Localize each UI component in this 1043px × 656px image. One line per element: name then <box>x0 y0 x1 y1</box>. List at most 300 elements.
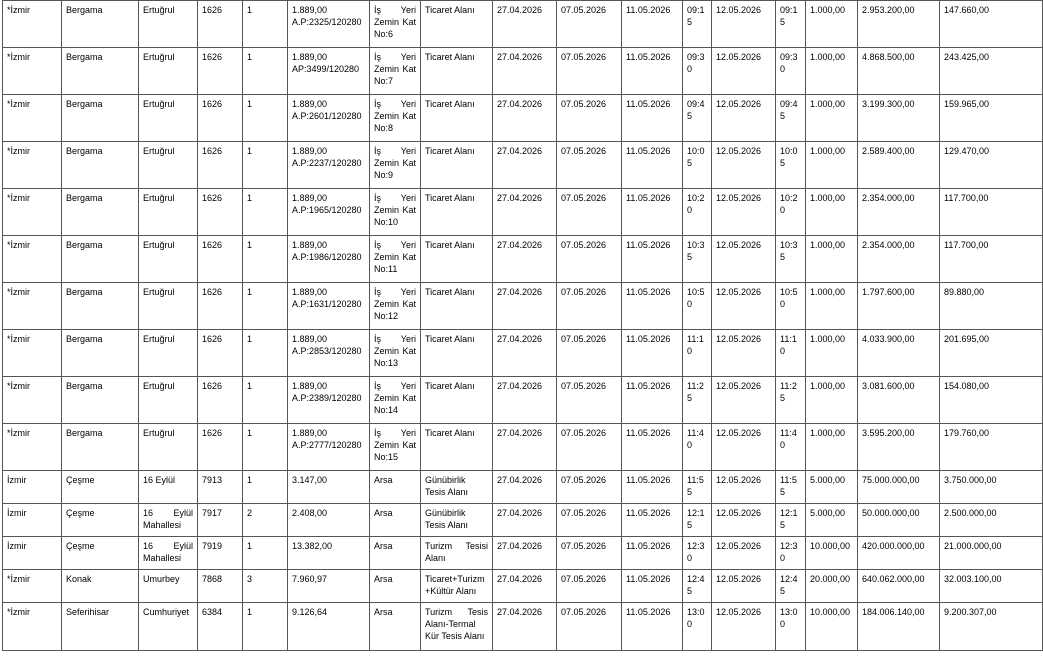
area-cell <box>288 603 370 651</box>
district-cell: Çeşme <box>62 471 139 504</box>
zoning-text: Ticaret Alanı <box>425 146 475 156</box>
second-auction-date-cell: 12.05.2026 <box>712 537 776 570</box>
district-cell: Çeşme <box>62 537 139 570</box>
property-type-line: No:12 <box>374 311 399 321</box>
second-auction-date-cell: 12.05.2026 <box>712 504 776 537</box>
area-share: A.P:1986/120280 <box>292 252 362 262</box>
neighborhood-cell <box>139 471 198 504</box>
first-auction-date-cell: 11.05.2026 <box>622 48 683 95</box>
second-auction-date-cell: 12.05.2026 <box>712 570 776 603</box>
first-auction-date-cell: 11.05.2026 <box>622 377 683 424</box>
property-type-line: İş Yeri <box>374 334 416 344</box>
neighborhood-text: Ertuğrul <box>143 5 175 15</box>
property-type-line: Zemin Kat <box>374 158 416 168</box>
deposit-cell: 3.750.000,00 <box>940 471 1043 504</box>
property-type-cell <box>370 283 421 330</box>
province-cell: İzmir <box>3 537 62 570</box>
property-type-cell <box>370 330 421 377</box>
bid-increment-cell: 1.000,00 <box>806 95 858 142</box>
bid-increment-cell: 10.000,00 <box>806 537 858 570</box>
block-no-cell: 1626 <box>198 330 243 377</box>
zoning-text: Ticaret Alanı <box>425 52 475 62</box>
announcement-date-cell: 27.04.2026 <box>493 471 557 504</box>
second-auction-time-cell: 09:30 <box>776 48 806 95</box>
estimated-value-cell: 184.006.140,00 <box>858 603 940 651</box>
neighborhood-cell <box>139 504 198 537</box>
deadline-date-cell: 07.05.2026 <box>557 48 622 95</box>
zoning-cell <box>421 537 493 570</box>
zoning-cell <box>421 283 493 330</box>
deposit-cell: 9.200.307,00 <box>940 603 1043 651</box>
second-auction-time-cell: 10:20 <box>776 189 806 236</box>
neighborhood-cell <box>139 189 198 236</box>
parcel-no-cell: 1 <box>243 377 288 424</box>
zoning-cell <box>421 424 493 471</box>
district-cell: Bergama <box>62 330 139 377</box>
property-type-line: Zemin Kat <box>374 64 416 74</box>
property-type-line: No:10 <box>374 217 399 227</box>
table-row <box>3 142 1043 189</box>
area-cell <box>288 48 370 95</box>
announcement-date-cell: 27.04.2026 <box>493 504 557 537</box>
block-no-cell: 1626 <box>198 424 243 471</box>
bid-increment-cell: 1.000,00 <box>806 377 858 424</box>
property-type-line: İş Yeri <box>374 428 416 438</box>
zoning-cell <box>421 236 493 283</box>
property-type-line: İş Yeri <box>374 52 416 62</box>
neighborhood-cell <box>139 142 198 189</box>
deposit-cell: 201.695,00 <box>940 330 1043 377</box>
area-cell <box>288 95 370 142</box>
neighborhood-cell <box>139 1 198 48</box>
bid-increment-cell: 20.000,00 <box>806 570 858 603</box>
property-type-cell <box>370 377 421 424</box>
area-cell <box>288 330 370 377</box>
bid-increment-cell: 1.000,00 <box>806 1 858 48</box>
zoning-cell <box>421 504 493 537</box>
estimated-value-cell: 4.868.500,00 <box>858 48 940 95</box>
parcel-no-cell: 3 <box>243 570 288 603</box>
announcement-date-cell: 27.04.2026 <box>493 377 557 424</box>
first-auction-time-cell: 13:00 <box>683 603 712 651</box>
area-cell <box>288 570 370 603</box>
deadline-date-cell: 07.05.2026 <box>557 236 622 283</box>
table-row <box>3 283 1043 330</box>
block-no-cell: 1626 <box>198 48 243 95</box>
province-cell: İzmir <box>3 471 62 504</box>
property-type-line: İş Yeri <box>374 146 416 156</box>
deadline-date-cell: 07.05.2026 <box>557 189 622 236</box>
neighborhood-text: 16 Eylül Mahallesi <box>143 508 193 530</box>
table-row <box>3 189 1043 236</box>
announcement-date-cell: 27.04.2026 <box>493 236 557 283</box>
second-auction-date-cell: 12.05.2026 <box>712 142 776 189</box>
first-auction-time-cell: 12:15 <box>683 504 712 537</box>
second-auction-time-cell: 11:10 <box>776 330 806 377</box>
property-type-cell <box>370 570 421 603</box>
zoning-cell <box>421 48 493 95</box>
deposit-cell: 129.470,00 <box>940 142 1043 189</box>
bid-increment-cell: 1.000,00 <box>806 424 858 471</box>
deposit-cell: 117.700,00 <box>940 236 1043 283</box>
district-cell: Bergama <box>62 377 139 424</box>
province-cell: *İzmir <box>3 330 62 377</box>
first-auction-date-cell: 11.05.2026 <box>622 283 683 330</box>
neighborhood-text: 16 Eylül Mahallesi <box>143 541 193 563</box>
property-type-cell <box>370 471 421 504</box>
property-type-cell <box>370 504 421 537</box>
zoning-text: Ticaret Alanı <box>425 5 475 15</box>
first-auction-time-cell: 10:50 <box>683 283 712 330</box>
first-auction-date-cell: 11.05.2026 <box>622 1 683 48</box>
area-cell <box>288 283 370 330</box>
area-cell <box>288 504 370 537</box>
table-row <box>3 1 1043 48</box>
estimated-value-cell: 2.589.400,00 <box>858 142 940 189</box>
deadline-date-cell: 07.05.2026 <box>557 424 622 471</box>
first-auction-time-cell: 09:45 <box>683 95 712 142</box>
neighborhood-text: Cumhuriyet <box>143 607 190 617</box>
second-auction-date-cell: 12.05.2026 <box>712 377 776 424</box>
auction-table <box>2 0 1043 651</box>
announcement-date-cell: 27.04.2026 <box>493 48 557 95</box>
district-cell: Seferihisar <box>62 603 139 651</box>
area-cell <box>288 537 370 570</box>
property-type-line: No:9 <box>374 170 394 180</box>
area-share: AP:3499/120280 <box>292 64 360 74</box>
bid-increment-cell: 10.000,00 <box>806 603 858 651</box>
area-cell <box>288 377 370 424</box>
area-value: 1.889,00 <box>292 146 328 156</box>
province-cell: *İzmir <box>3 1 62 48</box>
estimated-value-cell: 75.000.000,00 <box>858 471 940 504</box>
deposit-cell: 89.880,00 <box>940 283 1043 330</box>
zoning-text: Turizm Tesisi Alanı <box>425 541 488 563</box>
bid-increment-cell: 1.000,00 <box>806 283 858 330</box>
property-type-line: Arsa <box>374 607 393 617</box>
second-auction-time-cell: 12:15 <box>776 504 806 537</box>
zoning-cell <box>421 142 493 189</box>
parcel-no-cell: 1 <box>243 537 288 570</box>
deposit-cell: 179.760,00 <box>940 424 1043 471</box>
estimated-value-cell: 2.953.200,00 <box>858 1 940 48</box>
first-auction-time-cell: 10:05 <box>683 142 712 189</box>
property-type-cell <box>370 603 421 651</box>
second-auction-date-cell: 12.05.2026 <box>712 603 776 651</box>
district-cell: Konak <box>62 570 139 603</box>
neighborhood-text: Ertuğrul <box>143 146 175 156</box>
neighborhood-text: Ertuğrul <box>143 52 175 62</box>
property-type-cell <box>370 95 421 142</box>
property-type-line: Arsa <box>374 508 393 518</box>
zoning-text: Ticaret Alanı <box>425 240 475 250</box>
second-auction-time-cell: 10:50 <box>776 283 806 330</box>
parcel-no-cell: 1 <box>243 1 288 48</box>
deposit-cell: 154.080,00 <box>940 377 1043 424</box>
property-type-line: No:13 <box>374 358 399 368</box>
block-no-cell: 1626 <box>198 377 243 424</box>
province-cell: *İzmir <box>3 142 62 189</box>
estimated-value-cell: 4.033.900,00 <box>858 330 940 377</box>
neighborhood-text: Umurbey <box>143 574 180 584</box>
area-cell <box>288 1 370 48</box>
bid-increment-cell: 1.000,00 <box>806 48 858 95</box>
neighborhood-cell <box>139 603 198 651</box>
zoning-text: Günübirlik Tesis Alanı <box>425 475 469 497</box>
deposit-cell: 159.965,00 <box>940 95 1043 142</box>
second-auction-date-cell: 12.05.2026 <box>712 48 776 95</box>
area-share: A.P:1965/120280 <box>292 205 362 215</box>
zoning-cell <box>421 95 493 142</box>
first-auction-date-cell: 11.05.2026 <box>622 95 683 142</box>
province-cell: *İzmir <box>3 236 62 283</box>
neighborhood-text: Ertuğrul <box>143 193 175 203</box>
first-auction-date-cell: 11.05.2026 <box>622 570 683 603</box>
second-auction-time-cell: 12:45 <box>776 570 806 603</box>
first-auction-time-cell: 12:45 <box>683 570 712 603</box>
first-auction-date-cell: 11.05.2026 <box>622 537 683 570</box>
second-auction-date-cell: 12.05.2026 <box>712 330 776 377</box>
area-value: 1.889,00 <box>292 381 328 391</box>
property-type-line: İş Yeri <box>374 5 416 15</box>
second-auction-time-cell: 10:35 <box>776 236 806 283</box>
province-cell: *İzmir <box>3 189 62 236</box>
block-no-cell: 1626 <box>198 142 243 189</box>
area-value: 1.889,00 <box>292 99 328 109</box>
second-auction-time-cell: 11:40 <box>776 424 806 471</box>
property-type-line: Zemin Kat <box>374 252 416 262</box>
parcel-no-cell: 1 <box>243 48 288 95</box>
first-auction-time-cell: 12:30 <box>683 537 712 570</box>
announcement-date-cell: 27.04.2026 <box>493 283 557 330</box>
area-value: 9.126,64 <box>292 607 328 617</box>
area-cell <box>288 424 370 471</box>
deadline-date-cell: 07.05.2026 <box>557 330 622 377</box>
neighborhood-text: 16 Eylül <box>143 475 176 485</box>
block-no-cell: 1626 <box>198 1 243 48</box>
estimated-value-cell: 3.081.600,00 <box>858 377 940 424</box>
first-auction-time-cell: 09:15 <box>683 1 712 48</box>
area-cell <box>288 142 370 189</box>
province-cell: *İzmir <box>3 95 62 142</box>
second-auction-date-cell: 12.05.2026 <box>712 95 776 142</box>
parcel-no-cell: 1 <box>243 236 288 283</box>
estimated-value-cell: 2.354.000,00 <box>858 189 940 236</box>
zoning-text: Ticaret Alanı <box>425 381 475 391</box>
area-value: 1.889,00 <box>292 52 328 62</box>
property-type-line: Zemin Kat <box>374 393 416 403</box>
neighborhood-cell <box>139 377 198 424</box>
area-value: 2.408,00 <box>292 508 328 518</box>
property-type-line: İş Yeri <box>374 99 416 109</box>
first-auction-time-cell: 11:10 <box>683 330 712 377</box>
zoning-cell <box>421 189 493 236</box>
first-auction-time-cell: 11:25 <box>683 377 712 424</box>
zoning-text: Ticaret Alanı <box>425 334 475 344</box>
deposit-cell: 2.500.000,00 <box>940 504 1043 537</box>
deadline-date-cell: 07.05.2026 <box>557 504 622 537</box>
province-cell: İzmir <box>3 504 62 537</box>
property-type-cell <box>370 189 421 236</box>
table-row <box>3 504 1043 537</box>
estimated-value-cell: 3.595.200,00 <box>858 424 940 471</box>
block-no-cell: 1626 <box>198 95 243 142</box>
estimated-value-cell: 2.354.000,00 <box>858 236 940 283</box>
zoning-cell <box>421 330 493 377</box>
bid-increment-cell: 1.000,00 <box>806 142 858 189</box>
area-cell <box>288 236 370 283</box>
zoning-text: Ticaret Alanı <box>425 193 475 203</box>
block-no-cell: 7913 <box>198 471 243 504</box>
property-type-line: Arsa <box>374 574 393 584</box>
neighborhood-text: Ertuğrul <box>143 240 175 250</box>
estimated-value-cell: 420.000.000,00 <box>858 537 940 570</box>
neighborhood-cell <box>139 424 198 471</box>
deadline-date-cell: 07.05.2026 <box>557 377 622 424</box>
second-auction-date-cell: 12.05.2026 <box>712 1 776 48</box>
zoning-cell <box>421 603 493 651</box>
second-auction-time-cell: 11:25 <box>776 377 806 424</box>
province-cell: *İzmir <box>3 603 62 651</box>
province-cell: *İzmir <box>3 377 62 424</box>
area-share: A.P:2853/120280 <box>292 346 362 356</box>
province-cell: *İzmir <box>3 424 62 471</box>
second-auction-time-cell: 12:30 <box>776 537 806 570</box>
block-no-cell: 1626 <box>198 283 243 330</box>
property-type-line: Zemin Kat <box>374 346 416 356</box>
table-row <box>3 95 1043 142</box>
property-type-cell <box>370 48 421 95</box>
table-row <box>3 48 1043 95</box>
zoning-text: Günübirlik Tesis Alanı <box>425 508 469 530</box>
parcel-no-cell: 1 <box>243 603 288 651</box>
deposit-cell: 117.700,00 <box>940 189 1043 236</box>
province-cell: *İzmir <box>3 283 62 330</box>
deposit-cell: 21.000.000,00 <box>940 537 1043 570</box>
deadline-date-cell: 07.05.2026 <box>557 471 622 504</box>
property-type-line: Zemin Kat <box>374 299 416 309</box>
first-auction-date-cell: 11.05.2026 <box>622 142 683 189</box>
deposit-cell: 147.660,00 <box>940 1 1043 48</box>
area-cell <box>288 471 370 504</box>
table-row <box>3 603 1043 651</box>
area-value: 1.889,00 <box>292 334 328 344</box>
area-value: 1.889,00 <box>292 5 328 15</box>
zoning-text: Ticaret+Turizm +Kültür Alanı <box>425 574 485 596</box>
area-value: 13.382,00 <box>292 541 333 551</box>
parcel-no-cell: 1 <box>243 142 288 189</box>
property-type-cell <box>370 424 421 471</box>
table-row <box>3 537 1043 570</box>
first-auction-date-cell: 11.05.2026 <box>622 236 683 283</box>
second-auction-time-cell: 11:55 <box>776 471 806 504</box>
parcel-no-cell: 2 <box>243 504 288 537</box>
deadline-date-cell: 07.05.2026 <box>557 603 622 651</box>
property-type-line: No:8 <box>374 123 394 133</box>
announcement-date-cell: 27.04.2026 <box>493 603 557 651</box>
property-type-cell <box>370 1 421 48</box>
neighborhood-cell <box>139 48 198 95</box>
area-share: A.P:2325/120280 <box>292 17 362 27</box>
district-cell: Çeşme <box>62 504 139 537</box>
neighborhood-text: Ertuğrul <box>143 334 175 344</box>
second-auction-date-cell: 12.05.2026 <box>712 471 776 504</box>
parcel-no-cell: 1 <box>243 95 288 142</box>
property-type-line: Zemin Kat <box>374 440 416 450</box>
second-auction-date-cell: 12.05.2026 <box>712 189 776 236</box>
first-auction-date-cell: 11.05.2026 <box>622 603 683 651</box>
neighborhood-text: Ertuğrul <box>143 381 175 391</box>
estimated-value-cell: 3.199.300,00 <box>858 95 940 142</box>
zoning-cell <box>421 570 493 603</box>
district-cell: Bergama <box>62 48 139 95</box>
estimated-value-cell: 50.000.000,00 <box>858 504 940 537</box>
property-type-line: No:15 <box>374 452 399 462</box>
neighborhood-cell <box>139 537 198 570</box>
table-row <box>3 570 1043 603</box>
district-cell: Bergama <box>62 1 139 48</box>
parcel-no-cell: 1 <box>243 283 288 330</box>
zoning-text: Turizm Tesis Alanı-Termal Kür Tesis Alanı <box>425 607 488 641</box>
second-auction-time-cell: 10:05 <box>776 142 806 189</box>
district-cell: Bergama <box>62 189 139 236</box>
area-share: A.P:2777/120280 <box>292 440 362 450</box>
parcel-no-cell: 1 <box>243 189 288 236</box>
block-no-cell: 1626 <box>198 236 243 283</box>
deadline-date-cell: 07.05.2026 <box>557 283 622 330</box>
first-auction-date-cell: 11.05.2026 <box>622 424 683 471</box>
first-auction-time-cell: 11:40 <box>683 424 712 471</box>
area-value: 1.889,00 <box>292 240 328 250</box>
first-auction-time-cell: 11:55 <box>683 471 712 504</box>
property-type-cell <box>370 142 421 189</box>
announcement-date-cell: 27.04.2026 <box>493 1 557 48</box>
first-auction-time-cell: 09:30 <box>683 48 712 95</box>
parcel-no-cell: 1 <box>243 471 288 504</box>
area-share: A.P:1631/120280 <box>292 299 362 309</box>
property-type-line: İş Yeri <box>374 240 416 250</box>
area-share: A.P:2237/120280 <box>292 158 362 168</box>
neighborhood-cell <box>139 330 198 377</box>
second-auction-time-cell: 09:15 <box>776 1 806 48</box>
second-auction-date-cell: 12.05.2026 <box>712 236 776 283</box>
announcement-date-cell: 27.04.2026 <box>493 424 557 471</box>
bid-increment-cell: 5.000,00 <box>806 504 858 537</box>
block-no-cell: 6384 <box>198 603 243 651</box>
announcement-date-cell: 27.04.2026 <box>493 537 557 570</box>
district-cell: Bergama <box>62 236 139 283</box>
neighborhood-cell <box>139 236 198 283</box>
second-auction-date-cell: 12.05.2026 <box>712 424 776 471</box>
neighborhood-cell <box>139 283 198 330</box>
deadline-date-cell: 07.05.2026 <box>557 142 622 189</box>
announcement-date-cell: 27.04.2026 <box>493 95 557 142</box>
announcement-date-cell: 27.04.2026 <box>493 330 557 377</box>
area-share: A.P:2389/120280 <box>292 393 362 403</box>
property-type-line: Arsa <box>374 475 393 485</box>
first-auction-date-cell: 11.05.2026 <box>622 471 683 504</box>
zoning-text: Ticaret Alanı <box>425 287 475 297</box>
deadline-date-cell: 07.05.2026 <box>557 537 622 570</box>
area-value: 1.889,00 <box>292 428 328 438</box>
area-share: A.P:2601/120280 <box>292 111 362 121</box>
parcel-no-cell: 1 <box>243 424 288 471</box>
property-type-line: İş Yeri <box>374 381 416 391</box>
zoning-cell <box>421 471 493 504</box>
district-cell: Bergama <box>62 283 139 330</box>
zoning-text: Ticaret Alanı <box>425 428 475 438</box>
neighborhood-text: Ertuğrul <box>143 428 175 438</box>
